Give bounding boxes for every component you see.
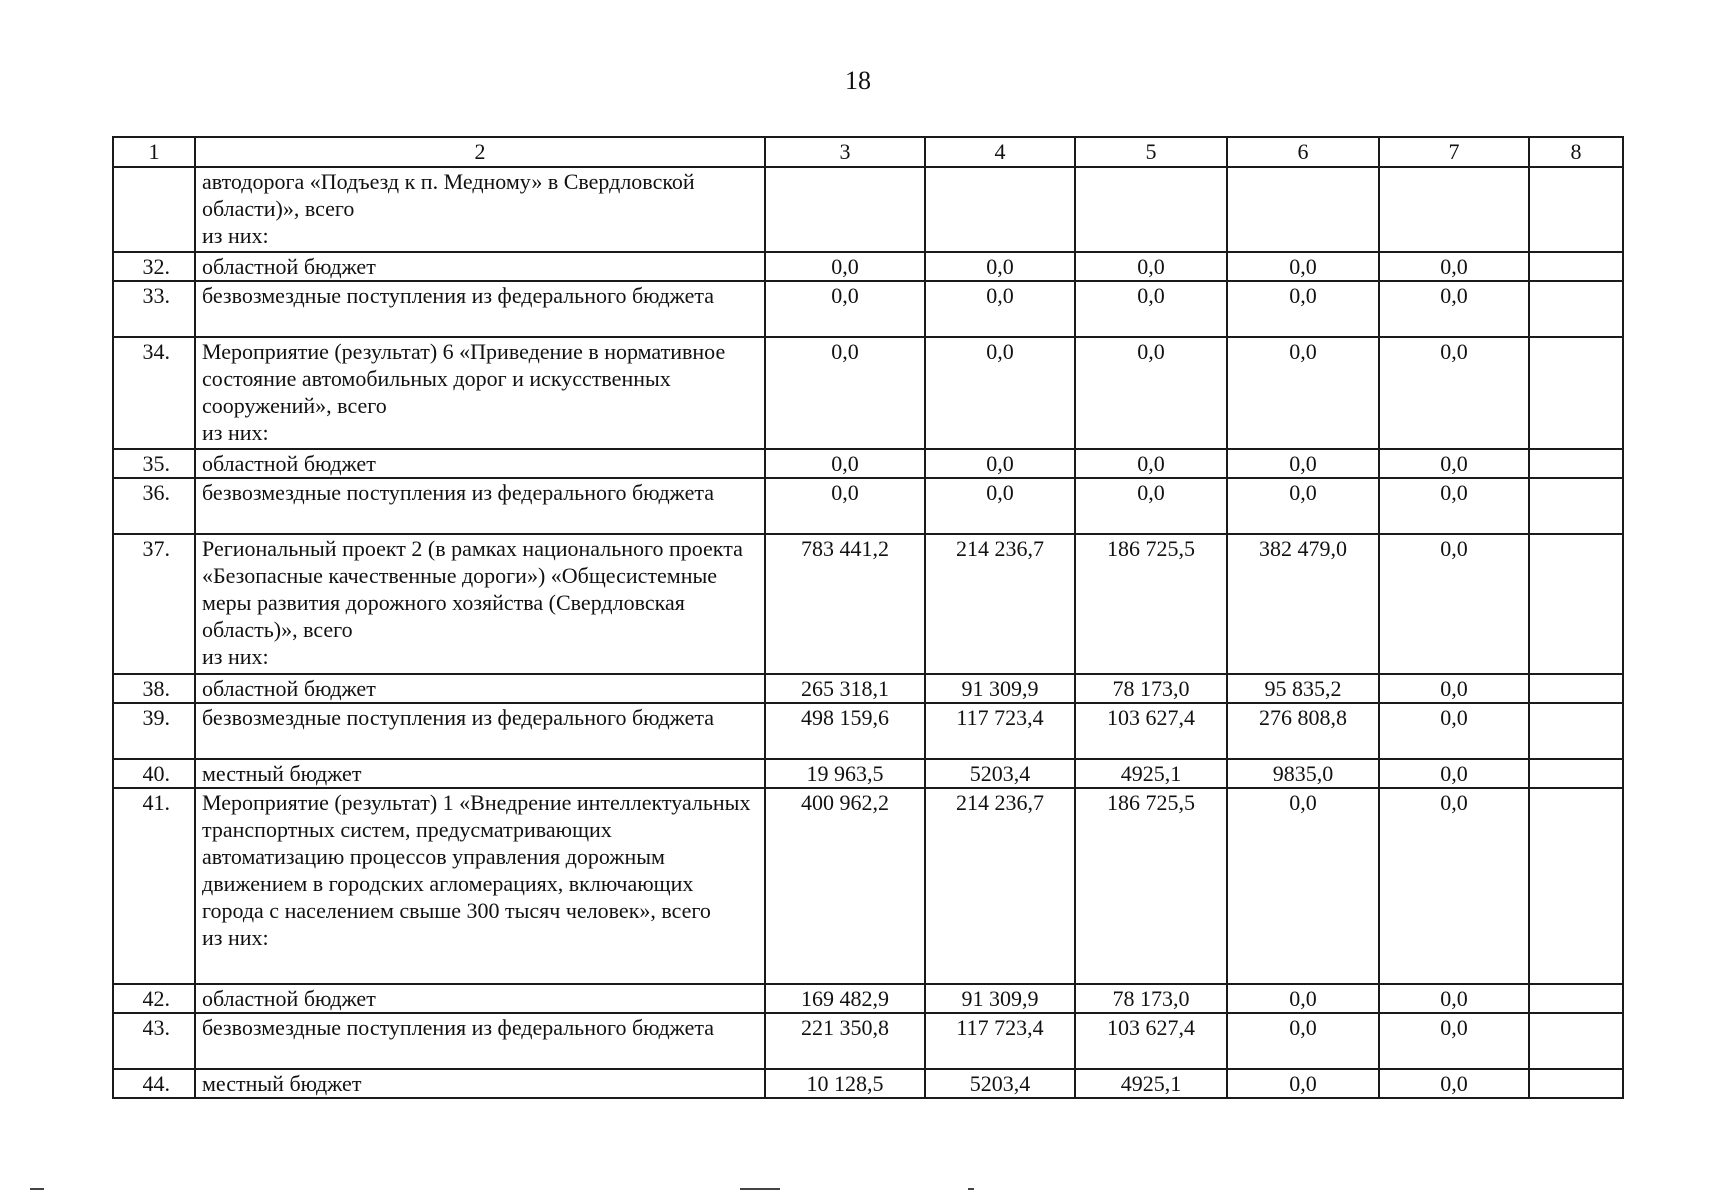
value-cell: 0,0 — [1227, 984, 1379, 1013]
value-cell: 0,0 — [1227, 478, 1379, 534]
value-cell — [925, 167, 1075, 252]
row-name-cell: безвозмездные поступления из федерального бюджета — [195, 1013, 765, 1069]
value-cell: 78 173,0 — [1075, 984, 1227, 1013]
value-cell — [1075, 167, 1227, 252]
value-cell: 5203,4 — [925, 1069, 1075, 1098]
value-cell: 0,0 — [1379, 703, 1529, 759]
row-number-cell: 35. — [113, 449, 195, 478]
value-cell: 0,0 — [1075, 478, 1227, 534]
row-name-cell: местный бюджет — [195, 1069, 765, 1098]
value-cell: 0,0 — [1379, 252, 1529, 281]
value-cell: 9835,0 — [1227, 759, 1379, 788]
row-number-cell: 36. — [113, 478, 195, 534]
row-name-cell: областной бюджет — [195, 252, 765, 281]
value-cell: 91 309,9 — [925, 984, 1075, 1013]
value-cell: 186 725,5 — [1075, 534, 1227, 674]
value-cell: 0,0 — [1075, 281, 1227, 337]
table-row — [113, 252, 1623, 281]
header-cell: 2 — [195, 137, 765, 167]
row-number-cell — [113, 167, 195, 252]
value-cell — [1529, 703, 1623, 759]
value-cell: 0,0 — [1227, 281, 1379, 337]
value-cell — [1529, 252, 1623, 281]
scan-mark — [30, 1188, 44, 1190]
header-cell: 3 — [765, 137, 925, 167]
value-cell: 0,0 — [765, 281, 925, 337]
value-cell: 0,0 — [1227, 1069, 1379, 1098]
row-name-cell: безвозмездные поступления из федерального бюджета — [195, 281, 765, 337]
row-name-cell: безвозмездные поступления из федерального бюджета — [195, 478, 765, 534]
table-row — [113, 449, 1623, 478]
row-name-cell: местный бюджет — [195, 759, 765, 788]
row-number-cell: 43. — [113, 1013, 195, 1069]
table-row — [113, 984, 1623, 1013]
row-name-cell: автодорога «Подъезд к п. Медному» в Свердловской области)», всего из них: — [195, 167, 765, 252]
table-row — [113, 478, 1623, 534]
header-cell: 1 — [113, 137, 195, 167]
value-cell: 5203,4 — [925, 759, 1075, 788]
row-number-cell: 44. — [113, 1069, 195, 1098]
value-cell — [1529, 167, 1623, 252]
value-cell: 0,0 — [925, 449, 1075, 478]
value-cell: 0,0 — [765, 252, 925, 281]
value-cell: 0,0 — [1379, 788, 1529, 984]
scan-mark — [740, 1188, 780, 1190]
header-cell: 8 — [1529, 137, 1623, 167]
value-cell — [1379, 167, 1529, 252]
value-cell: 498 159,6 — [765, 703, 925, 759]
value-cell: 169 482,9 — [765, 984, 925, 1013]
value-cell: 214 236,7 — [925, 788, 1075, 984]
value-cell: 0,0 — [1379, 449, 1529, 478]
value-cell: 0,0 — [1379, 1013, 1529, 1069]
value-cell — [1529, 281, 1623, 337]
row-name-cell: безвозмездные поступления из федерального бюджета — [195, 703, 765, 759]
value-cell: 0,0 — [1075, 337, 1227, 449]
value-cell: 0,0 — [1379, 534, 1529, 674]
row-name-cell: Региональный проект 2 (в рамках национального проекта «Безопасные качественные дороги») «Общесистемные меры развития дорожного хозяйства (Свердловская область)», всего из них: — [195, 534, 765, 674]
row-name-cell: областной бюджет — [195, 449, 765, 478]
page-number: 18 — [845, 66, 871, 95]
row-number-cell: 40. — [113, 759, 195, 788]
value-cell — [1529, 478, 1623, 534]
value-cell — [1529, 1013, 1623, 1069]
value-cell — [1529, 788, 1623, 984]
value-cell — [1529, 984, 1623, 1013]
table-row — [113, 674, 1623, 703]
value-cell: 0,0 — [1379, 1069, 1529, 1098]
value-cell: 276 808,8 — [1227, 703, 1379, 759]
value-cell: 0,0 — [1379, 759, 1529, 788]
value-cell: 10 128,5 — [765, 1069, 925, 1098]
value-cell: 0,0 — [1379, 674, 1529, 703]
value-cell: 19 963,5 — [765, 759, 925, 788]
table-row — [113, 759, 1623, 788]
value-cell — [1529, 1069, 1623, 1098]
value-cell: 0,0 — [925, 281, 1075, 337]
row-name-cell: областной бюджет — [195, 674, 765, 703]
value-cell: 95 835,2 — [1227, 674, 1379, 703]
value-cell: 0,0 — [1227, 252, 1379, 281]
table-header-row — [113, 137, 1623, 167]
row-name-cell: Мероприятие (результат) 6 «Приведение в нормативное состояние автомобильных дорог и искусственных сооружений», всего из них: — [195, 337, 765, 449]
header-cell: 6 — [1227, 137, 1379, 167]
value-cell: 0,0 — [1075, 449, 1227, 478]
row-number-cell: 33. — [113, 281, 195, 337]
value-cell: 103 627,4 — [1075, 703, 1227, 759]
table-row — [113, 281, 1623, 337]
table-row — [113, 788, 1623, 984]
table-row — [113, 534, 1623, 674]
value-cell — [1529, 337, 1623, 449]
table-row — [113, 1013, 1623, 1069]
value-cell: 0,0 — [925, 478, 1075, 534]
value-cell: 0,0 — [1379, 337, 1529, 449]
value-cell: 4925,1 — [1075, 759, 1227, 788]
value-cell: 78 173,0 — [1075, 674, 1227, 703]
value-cell: 91 309,9 — [925, 674, 1075, 703]
value-cell: 221 350,8 — [765, 1013, 925, 1069]
value-cell — [765, 167, 925, 252]
row-number-cell: 42. — [113, 984, 195, 1013]
scan-mark — [968, 1188, 974, 1190]
value-cell: 0,0 — [925, 252, 1075, 281]
value-cell: 0,0 — [1227, 449, 1379, 478]
row-number-cell: 41. — [113, 788, 195, 984]
value-cell: 0,0 — [1379, 984, 1529, 1013]
row-name-cell: Мероприятие (результат) 1 «Внедрение интеллектуальных транспортных систем, предусматривающих автоматизацию процессов управления дорожным движением в городских агломерациях, включающих города с населением свыше 300 тысяч человек», всего из них: — [195, 788, 765, 984]
value-cell: 0,0 — [765, 337, 925, 449]
value-cell: 0,0 — [765, 478, 925, 534]
value-cell: 117 723,4 — [925, 1013, 1075, 1069]
value-cell: 186 725,5 — [1075, 788, 1227, 984]
value-cell: 0,0 — [925, 337, 1075, 449]
header-cell: 4 — [925, 137, 1075, 167]
row-number-cell: 32. — [113, 252, 195, 281]
value-cell: 265 318,1 — [765, 674, 925, 703]
value-cell: 0,0 — [1227, 337, 1379, 449]
value-cell: 4925,1 — [1075, 1069, 1227, 1098]
table-row — [113, 1069, 1623, 1098]
value-cell: 0,0 — [765, 449, 925, 478]
row-number-cell: 39. — [113, 703, 195, 759]
table-row — [113, 167, 1623, 252]
row-number-cell: 38. — [113, 674, 195, 703]
value-cell: 0,0 — [1379, 478, 1529, 534]
value-cell — [1529, 674, 1623, 703]
row-number-cell: 34. — [113, 337, 195, 449]
value-cell — [1529, 449, 1623, 478]
value-cell: 103 627,4 — [1075, 1013, 1227, 1069]
value-cell: 0,0 — [1075, 252, 1227, 281]
value-cell: 400 962,2 — [765, 788, 925, 984]
value-cell: 0,0 — [1227, 788, 1379, 984]
value-cell — [1227, 167, 1379, 252]
value-cell: 382 479,0 — [1227, 534, 1379, 674]
value-cell — [1529, 759, 1623, 788]
table-row — [113, 703, 1623, 759]
value-cell: 0,0 — [1379, 281, 1529, 337]
row-number-cell: 37. — [113, 534, 195, 674]
value-cell: 214 236,7 — [925, 534, 1075, 674]
row-name-cell: областной бюджет — [195, 984, 765, 1013]
header-cell: 7 — [1379, 137, 1529, 167]
value-cell — [1529, 534, 1623, 674]
value-cell: 783 441,2 — [765, 534, 925, 674]
value-cell: 0,0 — [1227, 1013, 1379, 1069]
budget-table — [112, 136, 1624, 1099]
table-row — [113, 337, 1623, 449]
value-cell: 117 723,4 — [925, 703, 1075, 759]
header-cell: 5 — [1075, 137, 1227, 167]
